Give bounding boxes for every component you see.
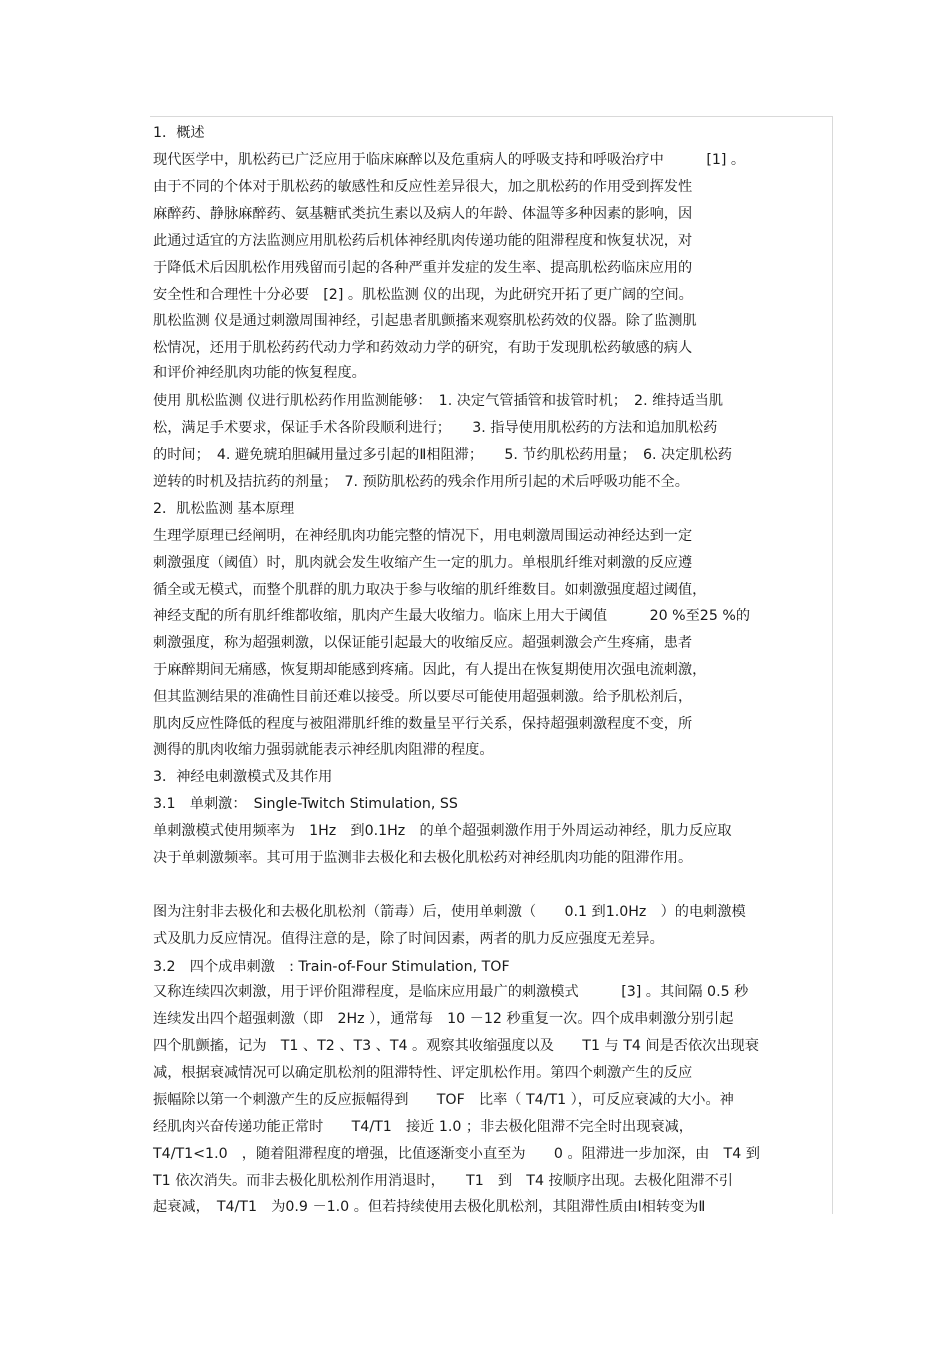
text-line: 式及肌力反应情况。值得注意的是，除了时间因素，两者的肌力反应强度无差异。 [153, 931, 664, 947]
text-line: 振幅除以第一个刺激产生的反应振幅得到 TOF 比率（ T4/T1 ），可反应衰减的大小。神 [153, 1092, 734, 1108]
page-border-top [150, 116, 833, 117]
text-line: 安全性和合理性十分必要 [2] 。肌松监测 仪的出现，为此研究开拓了更广阔的空间。 [153, 287, 693, 303]
text-line: 肌肉反应性降低的程度与被阻滞肌纤维的数量呈平行关系，保持超强刺激程度不变，所 [153, 716, 693, 732]
subsection-heading: 3.1 单刺激： Single-Twitch Stimulation, SS [153, 796, 458, 812]
text-line: 连续发出四个超强刺激（即 2Hz ），通常每 10 －12 秒重复一次。四个成串刺激分别引起 [153, 1011, 734, 1027]
text-line: 测得的肌肉收缩力强弱就能表示神经肌肉阻滞的程度。 [153, 742, 494, 758]
section-heading: 3．神经电刺激模式及其作用 [153, 769, 333, 785]
text-line: 循全或无模式，而整个肌群的肌力取决于参与收缩的肌纤维数目。如刺激强度超过阈值， [153, 582, 707, 598]
text-line: 松，满足手术要求，保证手术各阶段顺利进行； 3. 指导使用肌松药的方法和追加肌松药 [153, 420, 718, 436]
text-line: 神经支配的所有肌纤维都收缩，肌肉产生最大收缩力。临床上用大于阈值 20 %至25 %的 [153, 608, 751, 624]
text-line: 逆转的时机及拮抗药的剂量； 7. 预防肌松药的残余作用所引起的术后呼吸功能不全。 [153, 474, 689, 490]
text-line: 和评价神经肌肉功能的恢复程度。 [153, 365, 366, 381]
section-heading: 2．肌松监测 基本原理 [153, 501, 295, 517]
text-line: 经肌肉兴奋传递功能正常时 T4/T1 接近 1.0 ；非去极化阻滞不完全时出现衰减， [153, 1119, 693, 1135]
text-line: 单刺激模式使用频率为 1Hz 到0.1Hz 的单个超强刺激作用于外周运动神经，肌力反应取 [153, 823, 732, 839]
text-line: 使用 肌松监测 仪进行肌松药作用监测能够： 1. 决定气管插管和拔管时机； 2. 维持适当肌 [153, 393, 724, 409]
text-line: 又称连续四次刺激，用于评价阻滞程度，是临床应用最广的刺激模式 [3] 。其间隔 0.5 秒 [153, 984, 749, 1000]
text-line: 图为注射非去极化和去极化肌松剂（箭毒）后，使用单刺激（ 0.1 到1.0Hz ）的电刺激模 [153, 904, 746, 920]
text-line: 现代医学中，肌松药已广泛应用于临床麻醉以及危重病人的呼吸支持和呼吸治疗中 [1] 。 [153, 152, 746, 168]
text-line: 于降低术后因肌松作用残留而引起的各种严重并发症的发生率、提高肌松药临床应用的 [153, 260, 693, 276]
text-line: 减，根据衰减情况可以确定肌松剂的阻滞特性、评定肌松作用。第四个刺激产生的反应 [153, 1065, 693, 1081]
text-line: 松情况，还用于肌松药药代动力学和药效动力学的研究，有助于发现肌松药敏感的病人 [153, 340, 693, 356]
text-line: 生理学原理已经阐明，在神经肌肉功能完整的情况下，用电刺激周围运动神经达到一定 [153, 528, 693, 544]
text-line: 麻醉药、静脉麻醉药、氨基糖甙类抗生素以及病人的年龄、体温等多种因素的影响，因 [153, 206, 693, 222]
text-line: 决于单刺激频率。其可用于监测非去极化和去极化肌松药对神经肌肉功能的阻滞作用。 [153, 850, 693, 866]
text-line: 由于不同的个体对于肌松药的敏感性和反应性差异很大，加之肌松药的作用受到挥发性 [153, 179, 693, 195]
text-line: 刺激强度，称为超强刺激，以保证能引起最大的收缩反应。超强刺激会产生疼痛，患者 [153, 635, 693, 651]
text-line: T1 依次消失。而非去极化肌松剂作用消退时， T1 到 T4 按顺序出现。去极化阻滞不引 [153, 1173, 733, 1189]
text-line: 于麻醉期间无痛感，恢复期却能感到疼痛。因此，有人提出在恢复期使用次强电流刺激， [153, 662, 707, 678]
text-line: 刺激强度（阈值）时，肌肉就会发生收缩产生一定的肌力。单根肌纤维对刺激的反应遵 [153, 555, 693, 571]
text-line: 的时间； 4. 避免琥珀胆碱用量过多引起的Ⅱ相阻滞； 5. 节约肌松药用量； 6. 决定肌松药 [153, 447, 732, 463]
text-line: 肌松监测 仪是通过刺激周围神经，引起患者肌颤搐来观察肌松药效的仪器。除了监测肌 [153, 313, 697, 329]
subsection-heading: 3.2 四个成串刺激 : Train-of-Four Stimulation, TOF [153, 959, 510, 975]
text-line: 起衰减， T4/T1 为0.9 －1.0 。但若持续使用去极化肌松剂，其阻滞性质由Ⅰ相转变为Ⅱ [153, 1199, 706, 1215]
text-line: T4/T1<1.0 ，随着阻滞程度的增强，比值逐渐变小直至为 0 。阻滞进一步加深，由 T4 到 [153, 1146, 760, 1162]
text-line: 四个肌颤搐，记为 T1 、T2 、T3 、T4 。观察其收缩强度以及 T1 与 T4 间是否依次出现衰 [153, 1038, 759, 1054]
page-border-right [832, 116, 833, 1214]
text-line: 此通过适宜的方法监测应用肌松药后机体神经肌肉传递功能的阻滞程度和恢复状况，对 [153, 233, 693, 249]
section-heading: 1．概述 [153, 125, 205, 141]
text-line: 但其监测结果的准确性目前还难以接受。所以要尽可能使用超强刺激。给予肌松剂后， [153, 689, 693, 705]
